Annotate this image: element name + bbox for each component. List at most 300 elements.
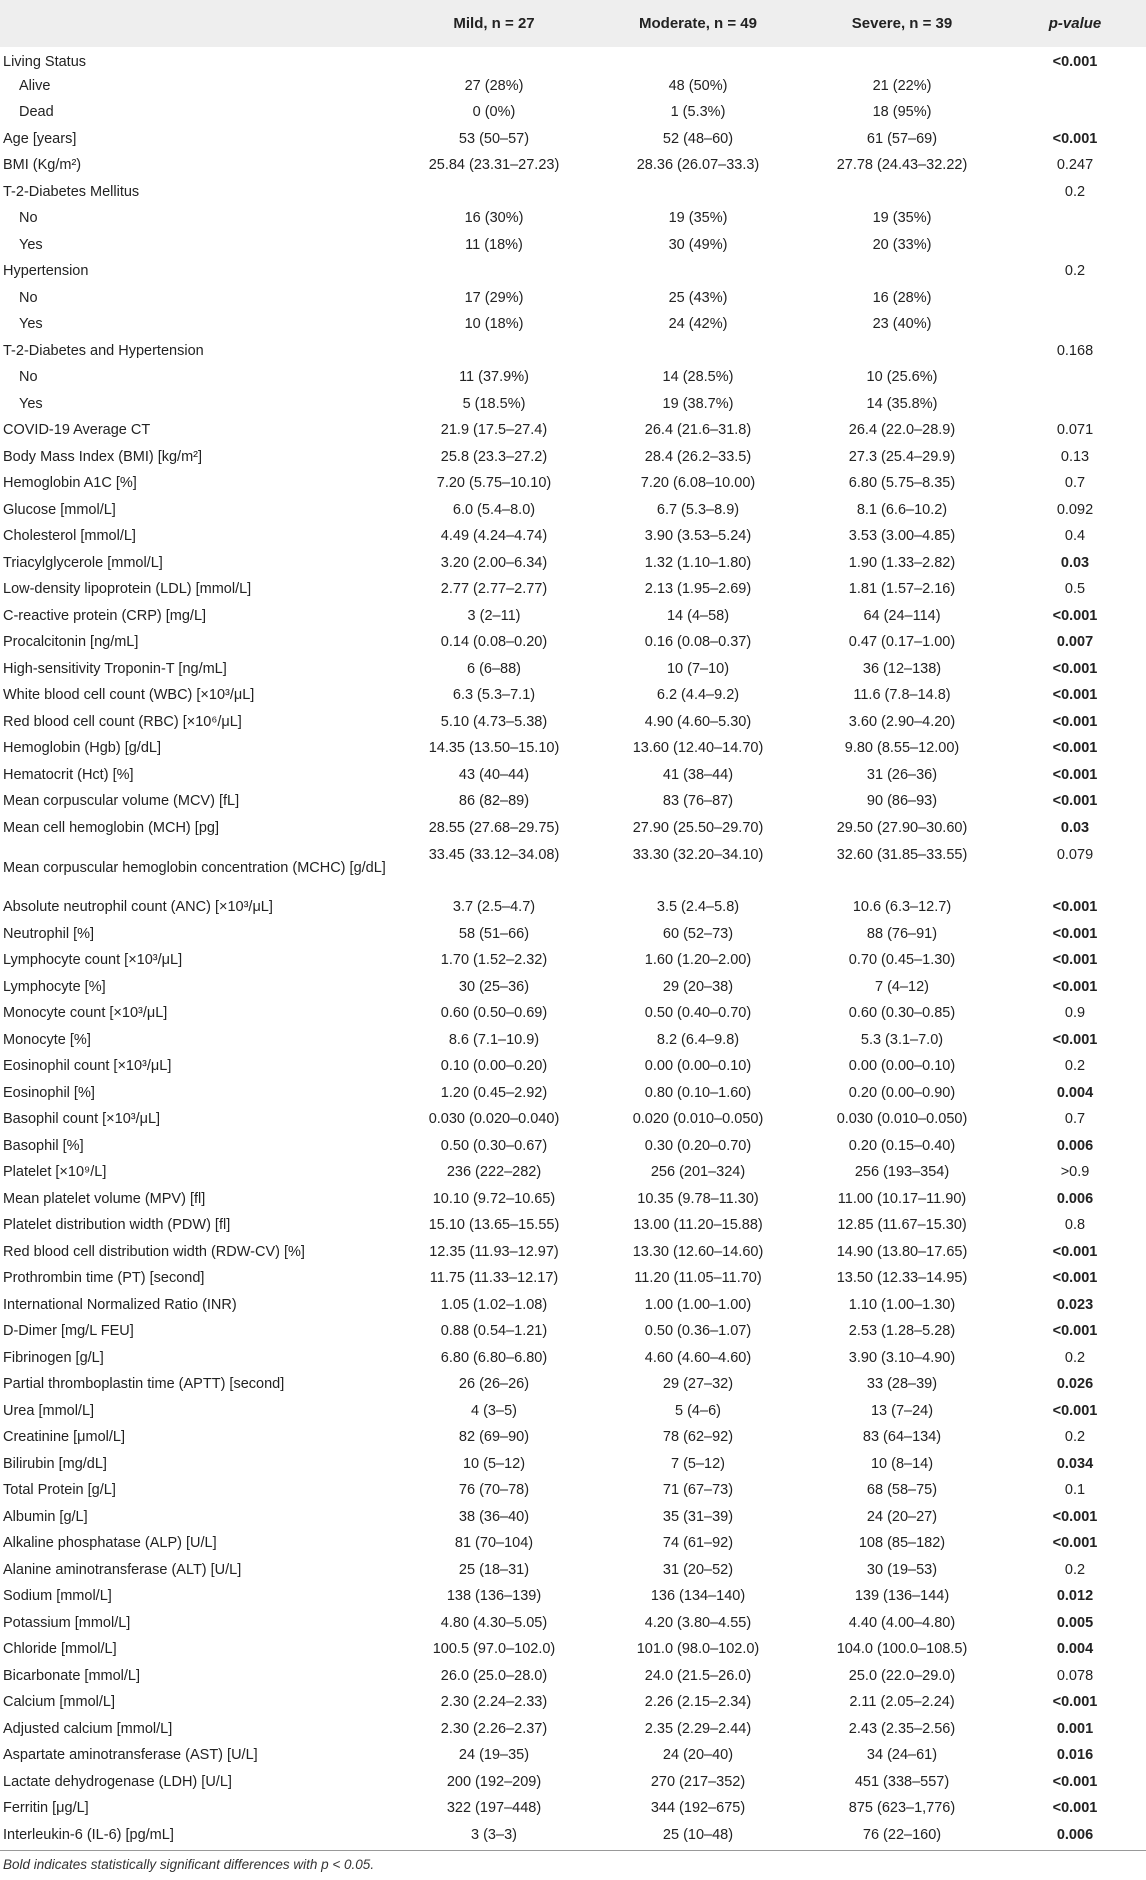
- cell-mild: 100.5 (97.0–102.0): [432, 1641, 556, 1658]
- table-row: [0, 179, 1146, 206]
- cell-mild: 43 (40–44): [458, 766, 530, 783]
- row-label: Red blood cell distribution width (RDW-CV) [%]: [3, 1243, 305, 1260]
- cell-pvalue: 0.006: [1056, 1137, 1094, 1154]
- cell-pvalue: 0.13: [1060, 448, 1090, 465]
- header-row: [0, 0, 1146, 47]
- table-row: [0, 232, 1146, 259]
- cell-mild: 200 (192–209): [446, 1773, 542, 1790]
- table-row: [0, 1398, 1146, 1425]
- cell-severe: 104.0 (100.0–108.5): [836, 1641, 968, 1658]
- cell-moderate: 6.2 (4.4–9.2): [656, 687, 740, 704]
- cell-pvalue: 0.7: [1064, 475, 1086, 492]
- cell-severe: 25.0 (22.0–29.0): [848, 1667, 956, 1684]
- cell-pvalue: <0.001: [1052, 53, 1098, 70]
- row-label: Lymphocyte [%]: [3, 978, 106, 995]
- cell-mild: 1.05 (1.02–1.08): [440, 1296, 548, 1313]
- row-label: Absolute neutrophil count (ANC) [×10³/μL]: [3, 899, 273, 916]
- cell-severe: 0.20 (0.00–0.90): [848, 1084, 956, 1101]
- row-label: Platelet distribution width (PDW) [fl]: [3, 1217, 231, 1234]
- row-label: No: [19, 210, 38, 227]
- row-label: Mean corpuscular volume (MCV) [fL]: [3, 793, 240, 810]
- cell-pvalue: <0.001: [1052, 793, 1098, 810]
- cell-mild: 10.10 (9.72–10.65): [432, 1190, 556, 1207]
- cell-moderate: 26.4 (21.6–31.8): [644, 422, 752, 439]
- cell-pvalue: 0.7: [1064, 1111, 1086, 1128]
- cell-mild: 25 (18–31): [458, 1561, 530, 1578]
- cell-mild: 25.84 (23.31–27.23): [428, 157, 560, 174]
- table-row: [0, 1266, 1146, 1293]
- cell-mild: [392, 47, 596, 73]
- cell-severe: 875 (623–1,776): [848, 1800, 956, 1817]
- row-label: Calcium [mmol/L]: [3, 1694, 115, 1711]
- cell-pvalue: <0.001: [1052, 978, 1098, 995]
- cell-moderate: 35 (31–39): [662, 1508, 734, 1525]
- cell-moderate: 60 (52–73): [662, 925, 734, 942]
- cell-severe: 13 (7–24): [870, 1402, 934, 1419]
- cell-moderate: 3.90 (3.53–5.24): [644, 528, 752, 545]
- cell-moderate: [596, 259, 800, 286]
- row-label: Adjusted calcium [mmol/L]: [3, 1720, 173, 1737]
- cell-pvalue: 0.5: [1064, 581, 1086, 598]
- cell-pvalue: 0.2: [1064, 263, 1086, 280]
- row-label: Hematocrit (Hct) [%]: [3, 766, 134, 783]
- cell-pvalue: 0.012: [1056, 1588, 1094, 1605]
- cell-moderate: 74 (61–92): [662, 1535, 734, 1552]
- table-row: [0, 1080, 1146, 1107]
- cell-mild: 5.10 (4.73–5.38): [440, 713, 548, 730]
- cell-moderate: 7 (5–12): [670, 1455, 725, 1472]
- row-label: Lactate dehydrogenase (LDH) [U/L]: [3, 1773, 232, 1790]
- cell-severe: 0.00 (0.00–0.10): [848, 1058, 956, 1075]
- cell-severe: 0.60 (0.30–0.85): [848, 1005, 956, 1022]
- cell-severe: 11.00 (10.17–11.90): [837, 1190, 967, 1207]
- row-label: Yes: [19, 316, 43, 333]
- cell-mild: 7.20 (5.75–10.10): [436, 475, 552, 492]
- cell-mild: [392, 179, 596, 206]
- table-row: [0, 921, 1146, 948]
- header-severe: Severe, n = 39: [851, 15, 953, 32]
- cell-severe: 2.43 (2.35–2.56): [848, 1720, 956, 1737]
- cell-mild: 6 (6–88): [466, 660, 521, 677]
- cell-severe: 3.90 (3.10–4.90): [848, 1349, 956, 1366]
- table-row: [0, 974, 1146, 1001]
- row-label: Albumin [g/L]: [3, 1508, 88, 1525]
- cell-severe: 6.80 (5.75–8.35): [848, 475, 956, 492]
- cell-moderate: 14 (4–58): [666, 607, 730, 624]
- cell-pvalue: 0.2: [1064, 1429, 1086, 1446]
- table-row: [0, 365, 1146, 392]
- row-label: D-Dimer [mg/L FEU]: [3, 1323, 134, 1340]
- cell-moderate: 11.20 (11.05–11.70): [634, 1270, 762, 1287]
- cell-mild: 5 (18.5%): [462, 395, 526, 412]
- table-row: [0, 1478, 1146, 1505]
- cell-severe: 90 (86–93): [866, 793, 938, 810]
- cell-pvalue: 0.1: [1064, 1482, 1086, 1499]
- cell-pvalue: [1004, 365, 1146, 392]
- cell-pvalue: [1004, 206, 1146, 233]
- cell-pvalue: 0.03: [1060, 554, 1090, 571]
- cell-moderate: 5 (4–6): [675, 1402, 721, 1419]
- table-row: [0, 126, 1146, 153]
- row-label: Basophil count [×10³/μL]: [3, 1111, 161, 1128]
- cell-moderate: 2.26 (2.15–2.34): [644, 1694, 752, 1711]
- row-label: Hypertension: [3, 263, 89, 280]
- cell-moderate: 4.60 (4.60–4.60): [644, 1349, 752, 1366]
- cell-pvalue: 0.2: [1064, 183, 1086, 200]
- cell-severe: 0.030 (0.010–0.050): [836, 1111, 968, 1128]
- row-label: Ferritin [μg/L]: [3, 1800, 89, 1817]
- cell-pvalue: [1004, 232, 1146, 259]
- table-row: [0, 895, 1146, 922]
- table-row: [0, 1345, 1146, 1372]
- row-label: Cholesterol [mmol/L]: [3, 528, 136, 545]
- cell-severe: 33 (28–39): [866, 1376, 938, 1393]
- cell-pvalue: [1004, 285, 1146, 312]
- table-row: [0, 656, 1146, 683]
- cell-mild: 16 (30%): [464, 210, 524, 227]
- cell-moderate: 8.2 (6.4–9.8): [656, 1031, 740, 1048]
- cell-pvalue: <0.001: [1052, 766, 1098, 783]
- cell-pvalue: <0.001: [1052, 1402, 1098, 1419]
- cell-mild: 21.9 (17.5–27.4): [440, 422, 548, 439]
- table-row: [0, 683, 1146, 710]
- cell-moderate: 19 (38.7%): [662, 395, 734, 412]
- cell-mild: 0.030 (0.020–0.040): [428, 1111, 560, 1128]
- cell-mild: 25.8 (23.3–27.2): [440, 448, 548, 465]
- row-label: Prothrombin time (PT) [second]: [3, 1270, 205, 1287]
- cell-severe: 12.85 (11.67–15.30): [837, 1217, 967, 1234]
- cell-mild: 0.14 (0.08–0.20): [440, 634, 548, 651]
- cell-severe: 10 (25.6%): [866, 369, 938, 386]
- cell-severe: 64 (24–114): [863, 607, 941, 624]
- row-label: T-2-Diabetes and Hypertension: [3, 342, 204, 359]
- table-row: [0, 1743, 1146, 1770]
- cell-mild: 138 (136–139): [446, 1588, 542, 1605]
- table-row: [0, 789, 1146, 816]
- cell-severe: 27.3 (25.4–29.9): [848, 448, 956, 465]
- cell-moderate: 136 (134–140): [650, 1588, 746, 1605]
- cell-moderate: 41 (38–44): [662, 766, 734, 783]
- cell-pvalue: <0.001: [1052, 1800, 1098, 1817]
- table-row: [0, 1451, 1146, 1478]
- cell-moderate: 28.4 (26.2–33.5): [644, 448, 752, 465]
- table-row: [0, 391, 1146, 418]
- row-label: Body Mass Index (BMI) [kg/m²]: [3, 448, 203, 465]
- table-row: [0, 709, 1146, 736]
- table-row: [0, 1504, 1146, 1531]
- table-row: [0, 577, 1146, 604]
- cell-moderate: 24 (42%): [668, 316, 728, 333]
- cell-mild: 3 (2–11): [467, 607, 521, 624]
- cell-moderate: 71 (67–73): [662, 1482, 734, 1499]
- cell-pvalue: 0.2: [1064, 1561, 1086, 1578]
- cell-pvalue: 0.168: [1056, 342, 1094, 359]
- table-row: [0, 1292, 1146, 1319]
- cell-mild: 6.3 (5.3–7.1): [452, 687, 536, 704]
- table-row: [0, 1769, 1146, 1796]
- cell-pvalue: <0.001: [1052, 1243, 1098, 1260]
- cell-mild: 26.0 (25.0–28.0): [440, 1667, 548, 1684]
- cell-moderate: 344 (192–675): [650, 1800, 746, 1817]
- row-label: Low-density lipoprotein (LDL) [mmol/L]: [3, 581, 252, 598]
- cell-pvalue: 0.092: [1056, 501, 1094, 518]
- cell-moderate: 1.60 (1.20–2.00): [644, 952, 752, 969]
- cell-moderate: 13.30 (12.60–14.60): [632, 1243, 764, 1260]
- table-row: [0, 1372, 1146, 1399]
- row-label: Lymphocyte count [×10³/μL]: [3, 952, 183, 969]
- cell-moderate: 14 (28.5%): [662, 369, 734, 386]
- cell-pvalue: 0.016: [1056, 1747, 1094, 1764]
- row-label: Glucose [mmol/L]: [3, 501, 116, 518]
- row-label: Hemoglobin A1C [%]: [3, 475, 137, 492]
- row-label: Living Status: [3, 53, 87, 70]
- cell-moderate: [596, 338, 800, 365]
- row-label: Sodium [mmol/L]: [3, 1588, 112, 1605]
- cell-severe: 4.40 (4.00–4.80): [848, 1614, 956, 1631]
- cell-pvalue: <0.001: [1052, 1508, 1098, 1525]
- cell-moderate: 1.00 (1.00–1.00): [644, 1296, 752, 1313]
- cell-severe: 68 (58–75): [866, 1482, 938, 1499]
- cell-pvalue: 0.078: [1056, 1667, 1094, 1684]
- cell-severe: 10.6 (6.3–12.7): [852, 899, 952, 916]
- cell-mild: 53 (50–57): [458, 130, 530, 147]
- cell-moderate: 83 (76–87): [662, 793, 734, 810]
- table-row: [0, 338, 1146, 365]
- cell-severe: 21 (22%): [872, 77, 932, 94]
- cell-severe: 108 (85–182): [858, 1535, 946, 1552]
- cell-mild: 0.88 (0.54–1.21): [440, 1323, 548, 1340]
- cell-pvalue: 0.004: [1056, 1084, 1094, 1101]
- cell-moderate: 1.32 (1.10–1.80): [644, 554, 752, 571]
- cell-moderate: 30 (49%): [668, 236, 728, 253]
- table-body: [0, 47, 1146, 1849]
- table-bottom-rule: [0, 1850, 1146, 1851]
- cell-mild: 33.45 (33.12–34.08): [428, 846, 560, 863]
- row-label: Neutrophil [%]: [3, 925, 95, 942]
- row-label: Monocyte count [×10³/μL]: [3, 1005, 168, 1022]
- cell-moderate: 13.60 (12.40–14.70): [632, 740, 764, 757]
- cell-severe: 1.10 (1.00–1.30): [848, 1296, 956, 1313]
- row-label: Basophil [%]: [3, 1137, 84, 1154]
- cell-moderate: 78 (62–92): [662, 1429, 734, 1446]
- cell-severe: 10 (8–14): [870, 1455, 934, 1472]
- table-row: [0, 1531, 1146, 1558]
- table-row: [0, 153, 1146, 180]
- cell-moderate: 29 (27–32): [662, 1376, 734, 1393]
- cell-mild: 0 (0%): [472, 104, 516, 121]
- cell-severe: 256 (193–354): [854, 1164, 950, 1181]
- row-label: Potassium [mmol/L]: [3, 1614, 131, 1631]
- row-label: Alanine aminotransferase (ALT) [U/L]: [3, 1561, 242, 1578]
- row-label: Chloride [mmol/L]: [3, 1641, 117, 1658]
- table-row: [0, 1584, 1146, 1611]
- cell-moderate: 52 (48–60): [662, 130, 734, 147]
- cell-mild: 3.7 (2.5–4.7): [452, 899, 536, 916]
- cell-pvalue: 0.034: [1056, 1455, 1094, 1472]
- cell-moderate: 0.00 (0.00–0.10): [644, 1058, 752, 1075]
- cell-mild: 0.10 (0.00–0.20): [440, 1058, 548, 1075]
- cell-moderate: [596, 179, 800, 206]
- cell-mild: 0.50 (0.30–0.67): [440, 1137, 548, 1154]
- cell-severe: 36 (12–138): [862, 660, 942, 677]
- row-label: High-sensitivity Troponin-T [ng/mL]: [3, 660, 227, 677]
- cell-moderate: 24 (20–40): [662, 1747, 734, 1764]
- row-label: Yes: [19, 236, 43, 253]
- cell-pvalue: <0.001: [1052, 925, 1098, 942]
- cell-mild: [392, 338, 596, 365]
- table-row: [0, 1610, 1146, 1637]
- row-label: Hemoglobin (Hgb) [g/dL]: [3, 740, 161, 757]
- table-row: [0, 1822, 1146, 1849]
- cell-mild: 236 (222–282): [446, 1164, 542, 1181]
- cell-pvalue: 0.026: [1056, 1376, 1094, 1393]
- cell-moderate: 270 (217–352): [650, 1773, 746, 1790]
- cell-moderate: 31 (20–52): [662, 1561, 734, 1578]
- table-row: [0, 1133, 1146, 1160]
- cell-severe: 76 (22–160): [862, 1826, 942, 1843]
- row-label: Mean corpuscular hemoglobin concentration (MCHC) [g/dL]: [3, 860, 386, 876]
- cell-moderate: 101.0 (98.0–102.0): [636, 1641, 760, 1658]
- cell-severe: 139 (136–144): [854, 1588, 950, 1605]
- cell-pvalue: 0.005: [1056, 1614, 1094, 1631]
- cell-pvalue: <0.001: [1052, 1535, 1098, 1552]
- cell-pvalue: 0.247: [1056, 157, 1094, 174]
- cell-severe: 26.4 (22.0–28.9): [848, 422, 956, 439]
- cell-pvalue: 0.4: [1064, 528, 1086, 545]
- cell-moderate: 19 (35%): [668, 210, 728, 227]
- cell-mild: 14.35 (13.50–15.10): [428, 740, 560, 757]
- cell-pvalue: 0.9: [1064, 1005, 1086, 1022]
- cell-mild: 322 (197–448): [446, 1800, 542, 1817]
- table-row: [0, 497, 1146, 524]
- cell-moderate: 7.20 (6.08–10.00): [640, 475, 756, 492]
- cell-severe: 18 (95%): [872, 104, 932, 121]
- cell-pvalue: <0.001: [1052, 1031, 1098, 1048]
- table-row: [0, 842, 1146, 895]
- cell-severe: 5.3 (3.1–7.0): [860, 1031, 944, 1048]
- row-label: Mean platelet volume (MPV) [fl]: [3, 1190, 206, 1207]
- cell-pvalue: 0.2: [1064, 1058, 1086, 1075]
- cell-mild: 0.60 (0.50–0.69): [440, 1005, 548, 1022]
- cell-moderate: 2.35 (2.29–2.44): [644, 1720, 752, 1737]
- row-label: Age [years]: [3, 130, 77, 147]
- cell-severe: 23 (40%): [872, 316, 932, 333]
- table-row: [0, 1663, 1146, 1690]
- row-label: Partial thromboplastin time (APTT) [second]: [3, 1376, 285, 1393]
- cell-mild: 6.0 (5.4–8.0): [452, 501, 536, 518]
- cell-pvalue: <0.001: [1052, 713, 1098, 730]
- cell-moderate: 4.20 (3.80–4.55): [644, 1614, 752, 1631]
- row-label: Fibrinogen [g/L]: [3, 1349, 104, 1366]
- cell-pvalue: <0.001: [1052, 660, 1098, 677]
- cell-moderate: 27.90 (25.50–29.70): [632, 819, 764, 836]
- cell-mild: 11 (37.9%): [459, 369, 529, 386]
- cell-severe: 9.80 (8.55–12.00): [844, 740, 960, 757]
- cell-moderate: 13.00 (11.20–15.88): [633, 1217, 763, 1234]
- cell-mild: 58 (51–66): [458, 925, 530, 942]
- header-pvalue: p-value: [1048, 15, 1102, 32]
- cell-pvalue: [1004, 73, 1146, 100]
- cell-severe: 19 (35%): [872, 210, 932, 227]
- table-row: [0, 762, 1146, 789]
- cell-pvalue: 0.001: [1056, 1720, 1094, 1737]
- cell-severe: 7 (4–12): [874, 978, 929, 995]
- table-row: [0, 206, 1146, 233]
- row-label: Creatinine [μmol/L]: [3, 1429, 125, 1446]
- cell-mild: 10 (5–12): [462, 1455, 526, 1472]
- cell-pvalue: <0.001: [1052, 130, 1098, 147]
- cell-pvalue: [1004, 391, 1146, 418]
- cell-mild: 82 (69–90): [458, 1429, 530, 1446]
- cell-mild: 26 (26–26): [458, 1376, 530, 1393]
- table-row: [0, 736, 1146, 763]
- footnote: Bold indicates statistically significant differences with p < 0.05.: [3, 1857, 375, 1872]
- row-label: Alive: [19, 77, 51, 94]
- table-row: [0, 1239, 1146, 1266]
- cell-severe: 61 (57–69): [866, 130, 938, 147]
- cell-severe: 20 (33%): [872, 236, 932, 253]
- header-mild: Mild, n = 27: [453, 15, 535, 32]
- cell-mild: 4.80 (4.30–5.05): [440, 1614, 548, 1631]
- cell-mild: 28.55 (27.68–29.75): [428, 819, 560, 836]
- table-row: [0, 73, 1146, 100]
- row-label: Dead: [19, 104, 54, 121]
- cell-pvalue: <0.001: [1052, 740, 1098, 757]
- cell-moderate: 25 (43%): [668, 289, 728, 306]
- cell-mild: 38 (36–40): [458, 1508, 530, 1525]
- cell-mild: 3 (3–3): [471, 1826, 517, 1843]
- cell-severe: 31 (26–36): [866, 766, 938, 783]
- cell-moderate: 24.0 (21.5–26.0): [644, 1667, 752, 1684]
- cell-mild: 17 (29%): [464, 289, 524, 306]
- cell-pvalue: [1004, 312, 1146, 339]
- row-label: Triacylglycerole [mmol/L]: [3, 554, 163, 571]
- cell-pvalue: <0.001: [1052, 1270, 1098, 1287]
- cell-pvalue: 0.006: [1056, 1826, 1094, 1843]
- table-row: [0, 285, 1146, 312]
- cell-severe: 13.50 (12.33–14.95): [836, 1270, 968, 1287]
- cell-moderate: [596, 47, 800, 73]
- table-row: [0, 550, 1146, 577]
- row-label: Bilirubin [mg/dL]: [3, 1455, 107, 1472]
- table-row: [0, 1425, 1146, 1452]
- cell-mild: 2.77 (2.77–2.77): [440, 581, 548, 598]
- cell-mild: 11.75 (11.33–12.17): [429, 1270, 559, 1287]
- table-row: [0, 630, 1146, 657]
- row-label: Alkaline phosphatase (ALP) [U/L]: [3, 1535, 217, 1552]
- cell-mild: 12.35 (11.93–12.97): [429, 1243, 559, 1260]
- row-label: Red blood cell count (RBC) [×10⁶/μL]: [3, 713, 242, 730]
- cell-severe: 30 (19–53): [866, 1561, 938, 1578]
- cell-severe: 14 (35.8%): [866, 395, 938, 412]
- cell-pvalue: <0.001: [1052, 1773, 1098, 1790]
- table-row: [0, 444, 1146, 471]
- row-label: No: [19, 369, 38, 386]
- table-row: [0, 1557, 1146, 1584]
- cell-pvalue: 0.8: [1064, 1217, 1086, 1234]
- row-label: Eosinophil count [×10³/μL]: [3, 1058, 172, 1075]
- cell-severe: 0.70 (0.45–1.30): [848, 952, 956, 969]
- row-label: International Normalized Ratio (INR): [3, 1296, 237, 1313]
- cell-moderate: 3.5 (2.4–5.8): [656, 899, 740, 916]
- cell-mild: 4 (3–5): [471, 1402, 517, 1419]
- table-row: [0, 1213, 1146, 1240]
- cell-moderate: 256 (201–324): [650, 1164, 746, 1181]
- table-row: [0, 1690, 1146, 1717]
- cell-mild: 11 (18%): [465, 236, 523, 253]
- row-label: Interleukin-6 (IL-6) [pg/mL]: [3, 1826, 174, 1843]
- cell-mild: 6.80 (6.80–6.80): [440, 1349, 548, 1366]
